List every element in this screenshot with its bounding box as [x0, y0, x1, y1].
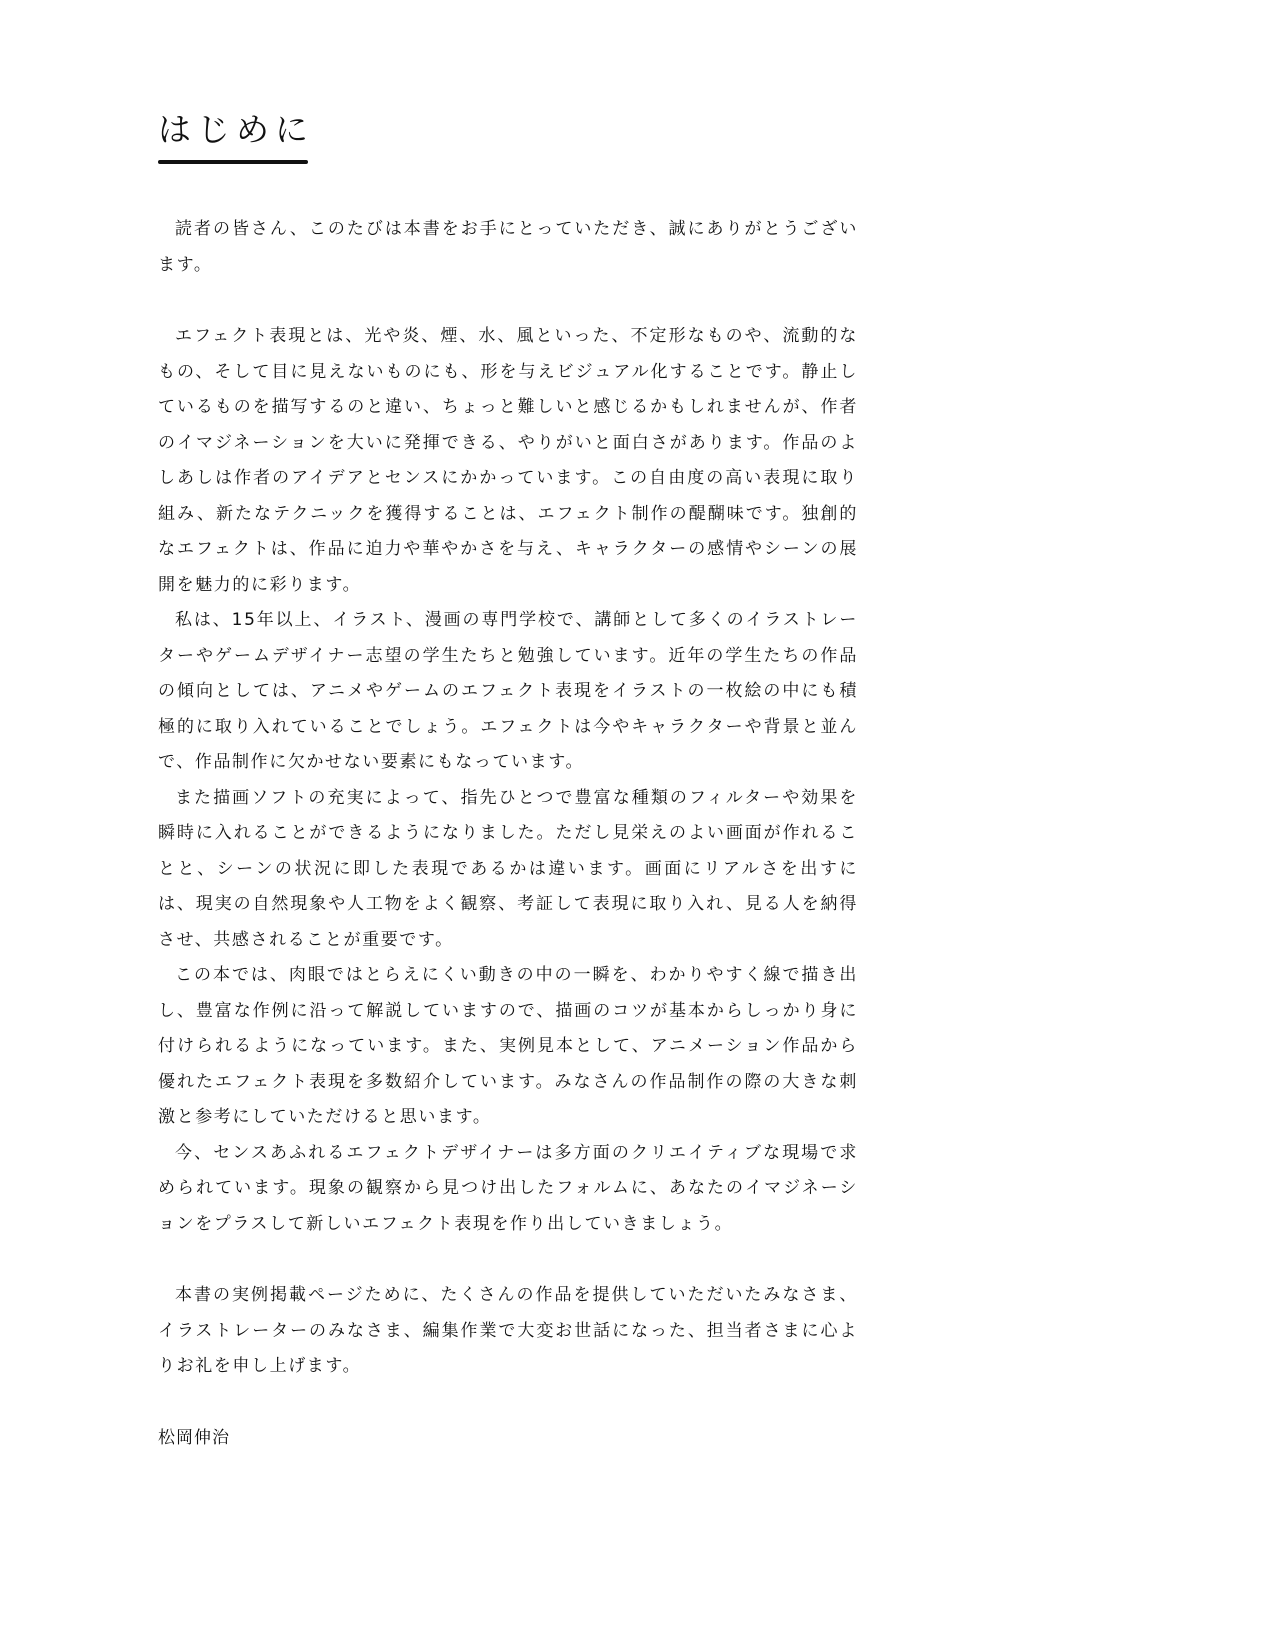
- paragraph-gap: [158, 1385, 858, 1421]
- paragraph-gap: [158, 283, 858, 319]
- paragraph-closing: 今、センスあふれるエフェクトデザイナーは多方面のクリエイティブな現場で求められています。現象の観察から見つけ出したフォルムに、あなたのイマジネーションをプラスして新しいエフェクト表現を作り出していきましょう。: [158, 1142, 858, 1234]
- paragraph-book-content: この本では、肉眼ではとらえにくい動きの中の一瞬を、わかりやすく線で描き出し、豊富な作例に沿って解説していますので、描画のコツが基本からしっかり身に付けられるようになっています。また、実例見本として、アニメーション作品から優れたエフェクト表現を多数紹介しています。みなさんの作品制作の際の大きな刺激と参考にしていただけると思います。: [158, 965, 858, 1127]
- paragraph-greeting: 読者の皆さん、このたびは本書をお手にとっていただき、誠にありがとうございます。: [158, 219, 858, 275]
- title-underline: [158, 160, 308, 164]
- paragraph-effect-definition: エフェクト表現とは、光や炎、煙、水、風といった、不定形なものや、流動的なもの、そして目に見えないものにも、形を与えビジュアル化することです。静止しているものを描写するのと違い、ちょっと難しいと感じるかもしれませんが、作者のイマジネーションを大いに発揮できる、やりがいと面白さがあります。作品のよしあしは作者のアイデアとセンスにかかっています。この自由度の高い表現に取り組み、新たなテクニックを獲得することは、エフェクト制作の醍醐味です。独創的なエフェクトは、作品に迫力や華やかさを与え、キャラクターの感情やシーンの展開を魅力的に彩ります。: [158, 326, 858, 595]
- paragraph-software: また描画ソフトの充実によって、指先ひとつで豊富な種類のフィルターや効果を瞬時に入れることができるようになりました。ただし見栄えのよい画面が作れることと、シーンの状況に即した表現であるかは違います。画面にリアルさを出すには、現実の自然現象や人工物をよく観察、考証して表現に取り入れ、見る人を納得させ、共感されることが重要です。: [158, 787, 858, 950]
- body-text: [158, 212, 858, 1456]
- paragraph-gap: [158, 1242, 858, 1278]
- title-block: [158, 110, 314, 164]
- page-title: はじめに: [158, 110, 314, 149]
- paragraph-acknowledgements: 本書の実例掲載ページために、たくさんの作品を提供していただいたみなさま、イラストレーターのみなさま、編集作業で大変お世話になった、担当者さまに心よりお礼を申し上げます。: [158, 1285, 858, 1376]
- paragraph-author-experience: 私は、15年以上、イラスト、漫画の専門学校で、講師として多くのイラストレーターやゲームデザイナー志望の学生たちと勉強しています。近年の学生たちの作品の傾向としては、アニメやゲームのエフェクト表現をイラストの一枚絵の中にも積極的に取り入れていることでしょう。エフェクトは今やキャラクターや背景と並んで、作品制作に欠かせない要素にもなっています。: [158, 610, 858, 772]
- author-signature: 松岡伸治: [158, 1427, 230, 1448]
